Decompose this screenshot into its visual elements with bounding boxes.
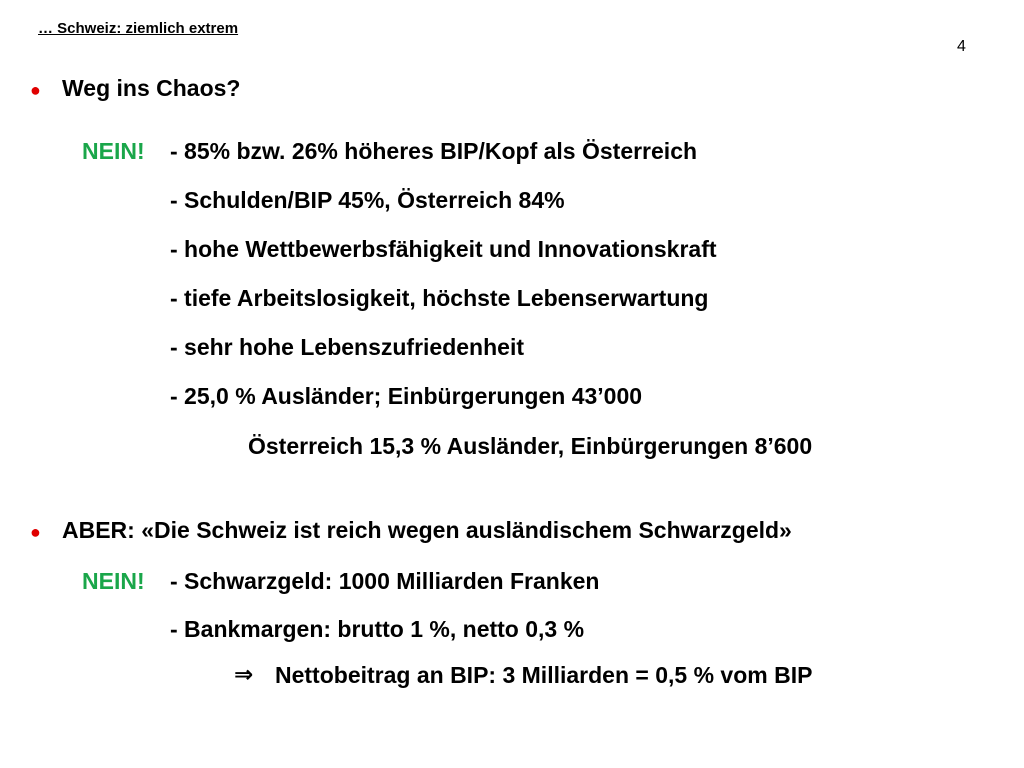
slide-header-title: … Schweiz: ziemlich extrem bbox=[38, 20, 239, 37]
section1-heading: Weg ins Chaos? bbox=[62, 75, 241, 101]
section1-item: - sehr hohe Lebenszufriedenheit bbox=[170, 334, 524, 360]
section2-answer: NEIN! bbox=[82, 568, 145, 594]
section2-item: - Bankmargen: brutto 1 %, netto 0,3 % bbox=[170, 616, 585, 642]
section2-heading: ABER: «Die Schweiz ist reich wegen ausländischem Schwarzgeld» bbox=[62, 517, 792, 543]
section1-item: - 25,0 % Ausländer; Einbürgerungen 43’000 bbox=[170, 383, 643, 409]
section2-conclusion: Nettobeitrag an BIP: 3 Milliarden = 0,5 % vom BIP bbox=[275, 662, 813, 688]
section1-item: - 85% bzw. 26% höheres BIP/Kopf als Österreich bbox=[170, 138, 698, 164]
section1-item: - tiefe Arbeitslosigkeit, höchste Lebenserwartung bbox=[170, 285, 709, 311]
bullet-icon: ● bbox=[30, 80, 41, 100]
section1-answer: NEIN! bbox=[82, 138, 145, 164]
page-number: 4 bbox=[957, 38, 966, 55]
section2-item: - Schwarzgeld: 1000 Milliarden Franken bbox=[170, 568, 600, 594]
section1-item: - hohe Wettbewerbsfähigkeit und Innovationskraft bbox=[170, 236, 717, 262]
section1-item: - Schulden/BIP 45%, Österreich 84% bbox=[170, 187, 565, 213]
implies-arrow-icon: ⇒ bbox=[234, 662, 254, 688]
bullet-icon: ● bbox=[30, 522, 41, 542]
section1-continuation: Österreich 15,3 % Ausländer, Einbürgerungen 8’600 bbox=[248, 433, 813, 459]
